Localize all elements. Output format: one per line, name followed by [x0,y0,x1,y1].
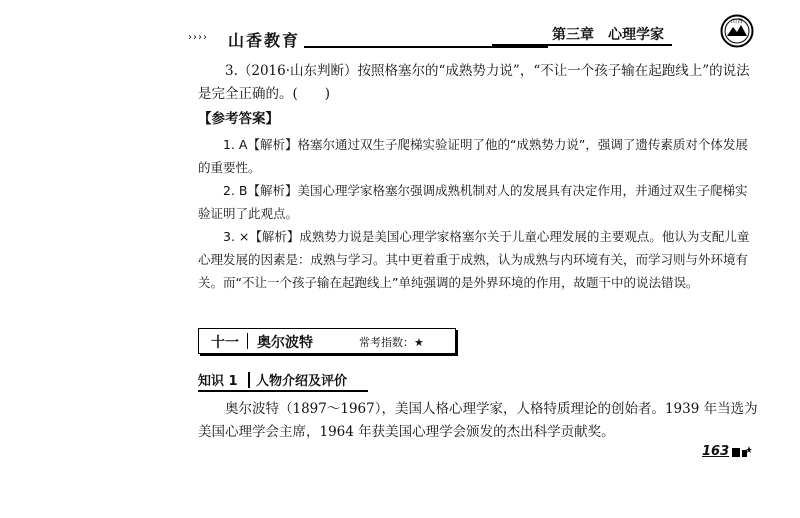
section-divider [247,333,248,349]
logo-text: 山香 [730,18,744,25]
question-3: 3.（2016·山东判断）按照格塞尔的“成熟势力说”，“不让一个孩子输在起跑线上”的说法是完全正确的。( ) [198,63,750,102]
knowledge-title: 人物介绍及评价 [256,374,348,389]
brand-name: 山香教育 [228,31,301,50]
section-heading [198,328,456,354]
bio-section [198,398,758,444]
knowledge-tag: 知识 1 [198,374,238,389]
page-number: 163 [702,444,730,459]
answer-2: 2. B【解析】美国心理学家格塞尔强调成熟机制对人的发展具有决定作用，并通过双生子爬梯实验证明了此观点。 [198,183,748,221]
knowledge-heading [198,370,368,392]
section-name: 奥尔波特 [257,335,313,351]
brand-dots: ›››› [188,32,208,43]
section-frequency: 常考指数：★ [359,336,424,349]
chapter-rule [492,44,672,46]
answer-1: 1. A【解析】格塞尔通过双生子爬梯实验证明了他的“成熟势力说”，强调了遗传素质对个体发展的重要性。 [198,137,748,175]
header-rule [304,46,548,48]
content [198,60,758,294]
knowledge-rule [198,390,368,392]
chapter-title: 第三章 心理学家 [552,27,664,43]
answer-title: 【参考答案】 [198,111,279,127]
page-header [188,22,728,52]
knowledge-separator [248,372,250,388]
page-marker-icon [732,446,752,458]
publisher-logo-icon [720,14,754,48]
answer-3: 3. ×【解析】成熟势力说是美国心理学家格塞尔关于儿童心理发展的主要观点。他认为支配儿童心理发展的因素是：成熟与学习。其中更着重于成熟，认为成熟与内环境有关，而学习则与外环境有关。而“不让一个孩子输在起跑线上”单纯强调的是外界环境的作用，故题干中的说法错误。 [198,229,750,290]
section-number: 十一 [211,335,239,351]
bio-paragraph: 奥尔波特（1897～1967），美国人格心理学家，人格特质理论的创始者。1939 年当选为美国心理学会主席，1964 年获美国心理学会颁发的杰出科学贡献奖。 [198,401,758,440]
